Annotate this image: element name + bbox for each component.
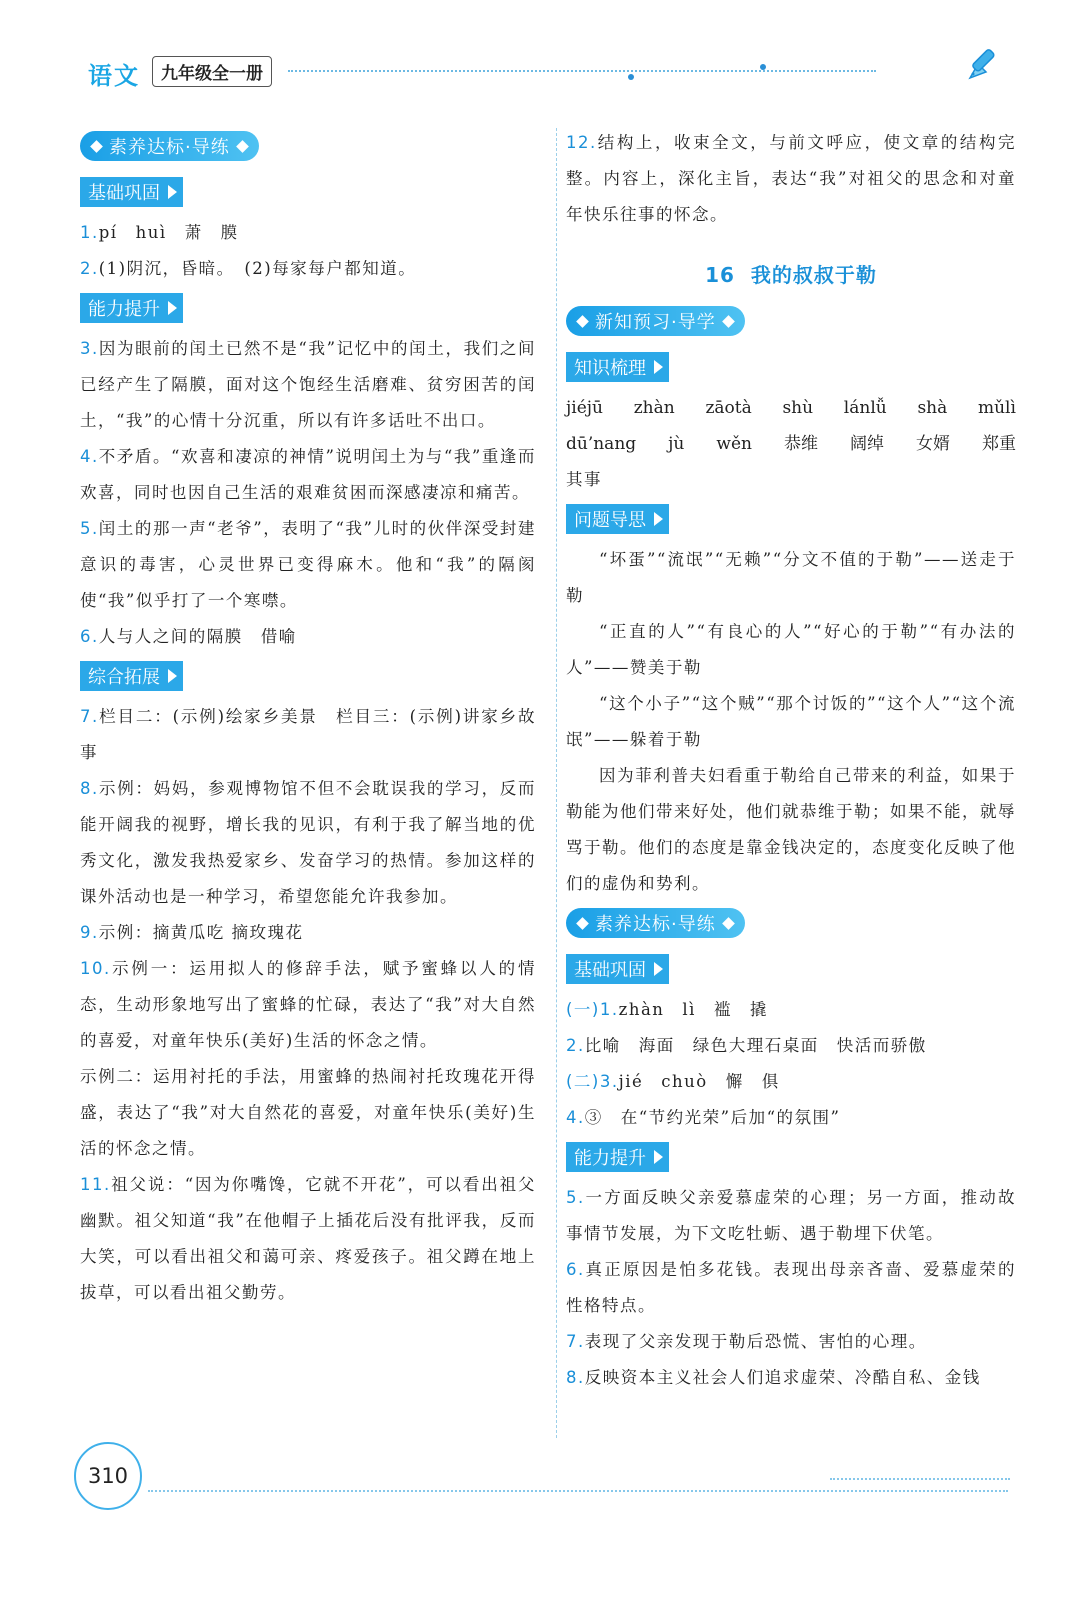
- item-text: jié chuò 懈 俱: [618, 1072, 780, 1091]
- tag-label: 综合拓展: [88, 667, 160, 688]
- answer-item: [80, 511, 536, 619]
- item-text: 栏目二：(示例)绘家乡美景 栏目三：(示例)讲家乡故事: [80, 707, 536, 762]
- tag-zhishi: [566, 352, 669, 382]
- banner-label: 新知预习·导学: [595, 312, 716, 333]
- tag-zonghe: [80, 661, 183, 691]
- item-text: ③ 在“节约光荣”后加“的氛围”: [584, 1108, 841, 1127]
- item-number: (一)1.: [566, 1000, 619, 1019]
- answer-item: [80, 771, 536, 915]
- page-number: 310: [74, 1442, 142, 1510]
- tag-label: 基础巩固: [574, 960, 646, 981]
- header-dot: [760, 64, 766, 70]
- item-number: 5.: [566, 1188, 585, 1207]
- item-text: 祖父说：“因为你嘴馋，它就不开花”，可以看出祖父幽默。祖父知道“我”在他帽子上插花后没有批评我，反而大笑，可以看出祖父和蔼可亲、疼爱孩子。祖父蹲在地上拔草，可以看出祖父勤劳。: [80, 1175, 536, 1302]
- item-number: 9.: [80, 923, 99, 942]
- arrow-right-icon: [168, 301, 177, 315]
- paragraph: “这个小子”“这个贼”“那个讨饭的”“这个人”“这个流氓”——躲着于勒: [566, 694, 1016, 749]
- paragraph: “正直的人”“有良心的人”“好心的于勒”“有办法的人”——赞美于勒: [566, 622, 1016, 677]
- item-text: 因为眼前的闰土已然不是“我”记忆中的闰土，我们之间已经产生了隔膜，面对这个饱经生活磨难、贫穷困苦的闰土，“我”的心情十分沉重，所以有许多话吐不出口。: [80, 339, 536, 430]
- fountain-pen-icon: [964, 42, 1004, 82]
- banner-label: 素养达标·导练: [109, 137, 230, 158]
- diamond-icon: [576, 315, 589, 328]
- item-number: 2.: [566, 1036, 585, 1055]
- pinyin-row: [566, 426, 1016, 462]
- pinyin-item: 女婿: [915, 434, 950, 454]
- pinyin-item: jiéjū: [566, 398, 603, 418]
- answer-item: [80, 951, 536, 1059]
- section-banner: [80, 131, 259, 161]
- pinyin-item: zhàn: [633, 398, 675, 418]
- tag-label: 能力提升: [88, 299, 160, 320]
- arrow-right-icon: [654, 962, 663, 976]
- item-text: (1)阴沉，昏暗。 (2)每家每户都知道。: [98, 259, 417, 278]
- item-number: 3.: [80, 339, 99, 358]
- tag-label: 知识梳理: [574, 358, 646, 379]
- arrow-right-icon: [654, 1150, 663, 1164]
- item-text: 人与人之间的隔膜 借喻: [98, 627, 297, 646]
- tag-wenti: [566, 504, 669, 534]
- diamond-icon: [236, 140, 249, 153]
- answer-item: [80, 915, 536, 951]
- item-text: 示例一：运用拟人的修辞手法，赋予蜜蜂以人的情态，生动形象地写出了蜜蜂的忙碌，表达了“我”对大自然的喜爱，对童年快乐(美好)生活的怀念之情。: [80, 959, 536, 1050]
- answer-item: [80, 619, 536, 655]
- item-number: 8.: [566, 1368, 585, 1387]
- tag-label: 能力提升: [574, 1148, 646, 1169]
- answer-item: [80, 1059, 536, 1167]
- lesson-name: 我的叔叔于勒: [750, 263, 877, 287]
- item-number: 7.: [566, 1332, 585, 1351]
- header-dotted-line: [288, 70, 876, 72]
- diamond-icon: [722, 917, 735, 930]
- item-text: 一方面反映父亲爱慕虚荣的心理；另一方面，推动故事情节发展，为下文吃牡蛎、遇于勒埋下伏笔。: [566, 1188, 1016, 1243]
- tag-nengli: [80, 293, 183, 323]
- page-header: [88, 52, 1008, 92]
- item-text: zhàn lì 褴 撬: [618, 1000, 768, 1019]
- item-text: 反映资本主义社会人们追求虚荣、冷酷自私、金钱: [584, 1368, 981, 1387]
- item-number: 6.: [80, 627, 99, 646]
- lesson-title: [566, 259, 1016, 288]
- answer-item: [566, 1324, 1016, 1360]
- pinyin-item: mǔlì: [977, 398, 1016, 418]
- pinyin-item: dū’nang: [566, 434, 637, 454]
- item-number: 8.: [80, 779, 99, 798]
- item-number: 2.: [80, 259, 99, 278]
- lesson-number: 16: [705, 263, 735, 287]
- tag-jichu: [566, 954, 669, 984]
- diamond-icon: [576, 917, 589, 930]
- footer-dotted-line: [830, 1478, 1010, 1480]
- pinyin-item: shù: [782, 398, 814, 418]
- item-number: 1.: [80, 223, 99, 242]
- grade-label: 九年级全一册: [152, 56, 272, 87]
- pinyin-item: 阔绰: [849, 434, 884, 454]
- footer-dotted-line: [148, 1490, 1008, 1492]
- answer-item: [566, 1100, 1016, 1136]
- arrow-right-icon: [654, 512, 663, 526]
- item-text: 不矛盾。“欢喜和凄凉的神情”说明闰土为与“我”重逢而欢喜，同时也因自己生活的艰难贫困而深感凄凉和痛苦。: [80, 447, 536, 502]
- tag-jichu: [80, 177, 183, 207]
- pinyin-item: jù: [668, 434, 685, 454]
- pinyin-item: shà: [917, 398, 948, 418]
- right-column: [566, 125, 1016, 1396]
- paragraph: “坏蛋”“流氓”“无赖”“分文不值的于勒”——送走于勒: [566, 550, 1016, 605]
- item-text: 表现了父亲发现于勒后恐慌、害怕的心理。: [584, 1332, 927, 1351]
- tag-label: 基础巩固: [88, 183, 160, 204]
- answer-item: [566, 1360, 1016, 1396]
- item-number: (二)3.: [566, 1072, 619, 1091]
- item-number: 4.: [80, 447, 99, 466]
- column-divider: [556, 128, 557, 1438]
- tag-label: 问题导思: [574, 510, 646, 531]
- pinyin-item: 郑重: [981, 434, 1016, 454]
- item-text: 示例：摘黄瓜吃 摘玫瑰花: [98, 923, 304, 942]
- pinyin-row: [566, 390, 1016, 426]
- answer-item: [80, 699, 536, 771]
- answer-item: [566, 125, 1016, 233]
- item-number: 12.: [566, 133, 597, 152]
- item-text: 示例二：运用衬托的手法，用蜜蜂的热闹衬托玫瑰花开得盛，表达了“我”对大自然花的喜爱，对童年快乐(美好)生活的怀念之情。: [80, 1067, 536, 1158]
- answer-item: [80, 215, 536, 251]
- pinyin-item: wěn: [716, 434, 752, 454]
- banner-label: 素养达标·导练: [595, 914, 716, 935]
- item-number: 7.: [80, 707, 99, 726]
- tag-nengli: [566, 1142, 669, 1172]
- item-number: 10.: [80, 959, 111, 978]
- answer-item: [80, 1167, 536, 1311]
- pinyin-item: lánlǚ: [843, 398, 887, 418]
- item-number: 11.: [80, 1175, 111, 1194]
- answer-item: [566, 1180, 1016, 1252]
- item-text: pí huì 萧 膜: [98, 223, 239, 242]
- section-banner: [566, 306, 745, 336]
- subject-label: 语文: [88, 62, 140, 90]
- arrow-right-icon: [654, 360, 663, 374]
- answer-item: [80, 251, 536, 287]
- answer-item: [566, 1028, 1016, 1064]
- header-dot: [628, 74, 634, 80]
- item-number: 6.: [566, 1260, 585, 1279]
- section-banner: [566, 908, 745, 938]
- left-column: [80, 125, 536, 1311]
- pinyin-continued: 其事: [566, 470, 602, 489]
- diamond-icon: [722, 315, 735, 328]
- answer-item: [566, 1064, 1016, 1100]
- item-number: 5.: [80, 519, 99, 538]
- paragraph: 因为菲利普夫妇看重于勒给自己带来的利益，如果于勒能为他们带来好处，他们就恭维于勒；如果不能，就辱骂于勒。他们的态度是靠金钱决定的，态度变化反映了他们的虚伪和势利。: [566, 766, 1016, 893]
- pinyin-item: zāotà: [705, 398, 752, 418]
- answer-item: [566, 992, 1016, 1028]
- diamond-icon: [90, 140, 103, 153]
- answer-item: [566, 1252, 1016, 1324]
- arrow-right-icon: [168, 185, 177, 199]
- item-text: 比喻 海面 绿色大理石桌面 快活而骄傲: [584, 1036, 927, 1055]
- item-text: 结构上，收束全文，与前文呼应，使文章的结构完整。内容上，深化主旨，表达“我”对祖父的思念和对童年快乐往事的怀念。: [566, 133, 1016, 224]
- item-text: 真正原因是怕多花钱。表现出母亲吝啬、爱慕虚荣的性格特点。: [566, 1260, 1016, 1315]
- arrow-right-icon: [168, 669, 177, 683]
- item-number: 4.: [566, 1108, 585, 1127]
- answer-item: [80, 439, 536, 511]
- answer-item: [80, 331, 536, 439]
- item-text: 闰土的那一声“老爷”，表明了“我”儿时的伙伴深受封建意识的毒害，心灵世界已变得麻木。他和“我”的隔阂使“我”似乎打了一个寒噤。: [80, 519, 536, 610]
- item-text: 示例：妈妈，参观博物馆不但不会耽误我的学习，反而能开阔我的视野，增长我的见识，有利于我了解当地的优秀文化，激发我热爱家乡、发奋学习的热情。参加这样的课外活动也是一种学习，希望您能允许我参加。: [80, 779, 536, 906]
- pinyin-item: 恭维: [783, 434, 818, 454]
